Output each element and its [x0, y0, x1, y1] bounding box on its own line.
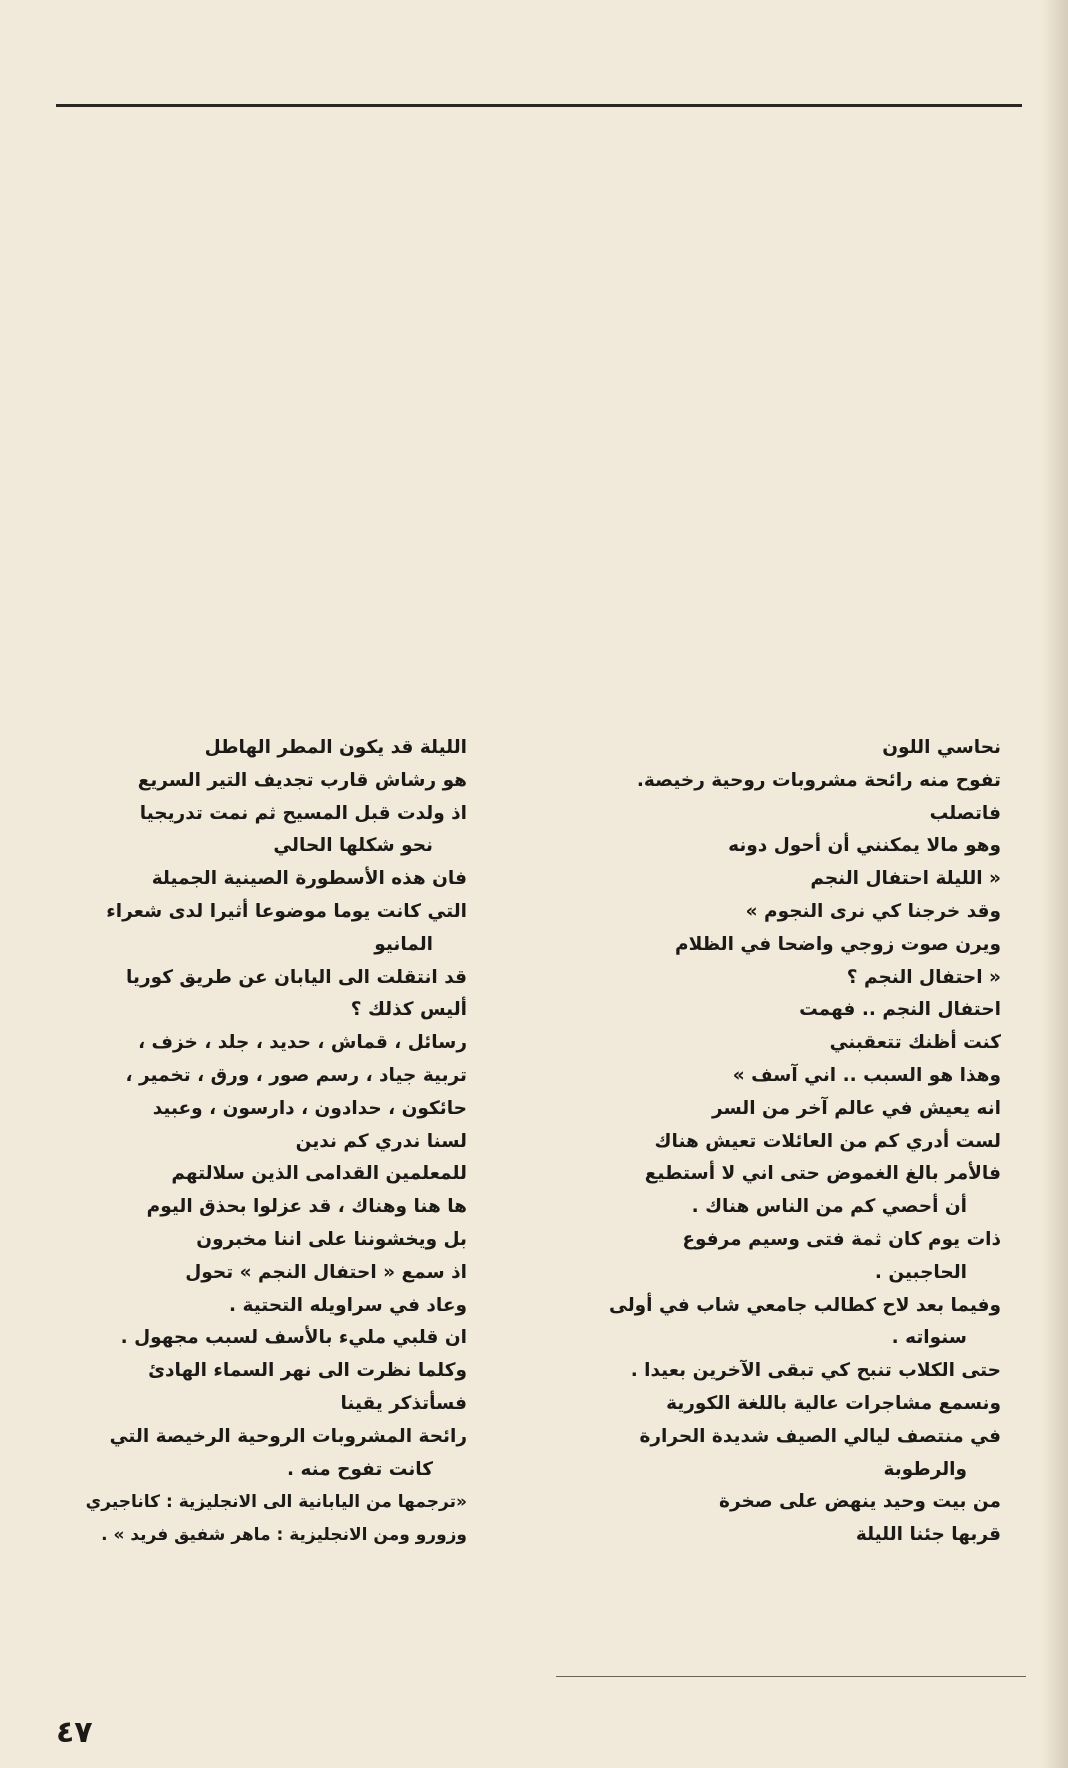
translator-credit-line: وزورو ومن الانجليزية : ماهر شفيق فريد » . [101, 1525, 467, 1546]
poem-line: نحو شكلها الحالي [273, 835, 433, 857]
poem-line: حائكون ، حدادون ، دارسون ، وعبيد [152, 1097, 467, 1119]
poem-line: حتى الكلاب تنبح كي تبقى الآخرين بعيدا . [630, 1360, 1001, 1382]
poem-line: وهذا هو السبب .. اني آسف » [732, 1064, 1001, 1086]
poem-line: ويرن صوت زوجي واضحا في الظلام [675, 933, 1001, 955]
poem-left-column [64, 732, 467, 1552]
poem-line: ونسمع مشاجرات عالية باللغة الكورية [666, 1392, 1001, 1414]
poem-line: وهو مالا يمكنني أن أحول دونه [728, 835, 1001, 857]
top-rule [56, 104, 1022, 107]
poem-line: أن أحصي كم من الناس هناك . [691, 1196, 967, 1218]
poem-line: « احتفال النجم ؟ [846, 966, 1001, 988]
poem-line: فاتصلب [929, 802, 1001, 824]
poem-line: المانيو [374, 933, 433, 955]
poem-line: تفوح منه رائحة مشروبات روحية رخيصة. [636, 769, 1001, 791]
poem-line: تربية جياد ، رسم صور ، ورق ، تخمير ، [125, 1064, 467, 1086]
poem-line: رائحة المشروبات الروحية الرخيصة التي [109, 1425, 467, 1447]
poem-right-column [590, 732, 1001, 1552]
poem-line: أليس كذلك ؟ [350, 999, 467, 1021]
poem-line: نحاسي اللون [882, 737, 1001, 758]
poem-line: لسنا ندري كم ندين [295, 1130, 467, 1152]
translator-credit-line: «ترجمها من اليابانية الى الانجليزية : كاناجيري [85, 1492, 467, 1513]
poem-line: اذ سمع « احتفال النجم » تحول [185, 1261, 467, 1283]
poem-line: لست أدري كم من العائلات تعيش هناك [654, 1130, 1001, 1152]
poem-line: الليلة قد يكون المطر الهاطل [204, 737, 467, 758]
poem-line: هو رشاش قارب تجديف التير السريع [137, 769, 467, 791]
poem-line: كنت أظنك تتعقبني [829, 1032, 1001, 1054]
poem-line: قد انتقلت الى اليابان عن طريق كوريا [126, 966, 467, 988]
poem-line: فالأمر بالغ الغموض حتى اني لا أستطيع [644, 1163, 1001, 1185]
poem-line: ان قلبي مليء بالأسف لسبب مجهول . [120, 1327, 467, 1349]
poem-line: وقد خرجنا كي نرى النجوم » [745, 900, 1001, 922]
poem-line: احتفال النجم .. فهمت [799, 999, 1001, 1021]
bottom-rule [556, 1676, 1026, 1677]
page-edge-shadow [1042, 0, 1068, 1768]
poem-line: سنواته . [891, 1327, 967, 1349]
poem-line: بل ويخشوننا على اننا مخبرون [196, 1228, 467, 1250]
poem-line: قربها جئنا الليلة [855, 1524, 1001, 1546]
poem-line: الحاجبين . [874, 1261, 967, 1283]
poem-line: رسائل ، قماش ، حديد ، جلد ، خزف ، [138, 1032, 467, 1054]
poem-line: في منتصف ليالي الصيف شديدة الحرارة [639, 1425, 1001, 1447]
page-number: ٤٧ [56, 1715, 93, 1750]
poem-line: كانت تفوح منه . [286, 1458, 433, 1480]
poem-line: والرطوبة [883, 1458, 967, 1480]
poem-line: للمعلمين القدامى الذين سلالتهم [171, 1163, 467, 1185]
poem-line: فسأتذكر يقينا [340, 1392, 467, 1414]
poem-line: فان هذه الأسطورة الصينية الجميلة [151, 868, 467, 890]
poem-line: وكلما نظرت الى نهر السماء الهادئ [148, 1360, 467, 1382]
poem-line: من بيت وحيد ينهض على صخرة [719, 1491, 1001, 1513]
poem-line: ذات يوم كان ثمة فتى وسيم مرفوع [682, 1228, 1001, 1250]
poem-line: اذ ولدت قبل المسيح ثم نمت تدريجيا [139, 802, 467, 824]
poem-line: وعاد في سراويله التحتية . [229, 1294, 467, 1316]
poem-line: ها هنا وهناك ، قد عزلوا بحذق اليوم [146, 1196, 467, 1218]
poem-line: وفيما بعد لاح كطالب جامعي شاب في أولى [609, 1294, 1001, 1316]
poem-line: التي كانت يوما موضوعا أثيرا لدى شعراء [106, 900, 467, 922]
poem-line: انه يعيش في عالم آخر من السر [711, 1097, 1001, 1119]
poem-line: « الليلة احتفال النجم [810, 868, 1001, 890]
